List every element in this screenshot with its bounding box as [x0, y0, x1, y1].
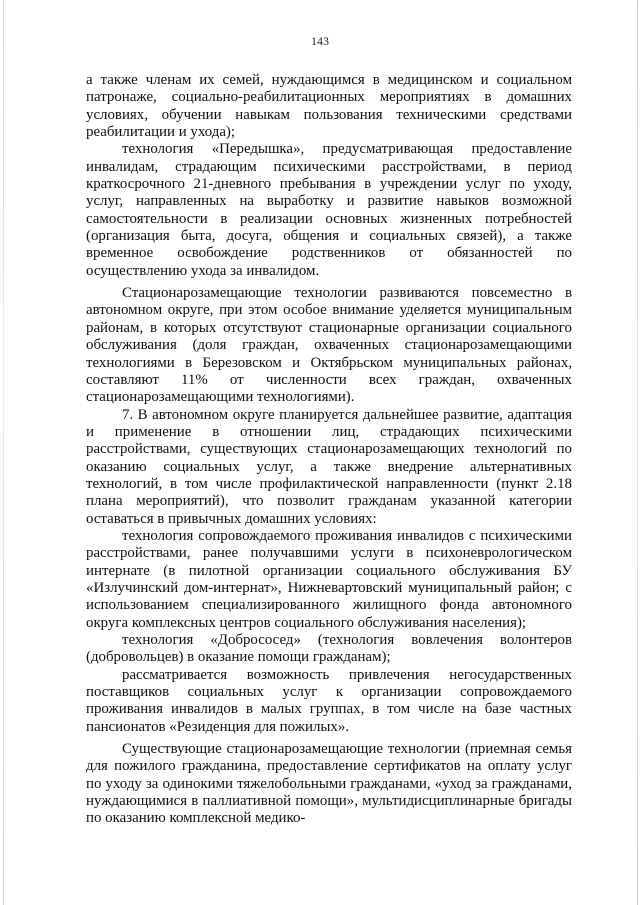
paragraph-continuation: а также членам их семей, нуждающимся в медицинском и социальном патронаже, социально-реабилитационных мероприятиях в домашних условиях, обучении навыкам пользования техническими средствами реабилитации и ухода); [86, 72, 572, 141]
paragraph-supported-living: технология сопровождаемого проживания инвалидов с психическими расстройствами, ранее получавшими услуги в психоневрологическом интернате (в пилотной организации социального обслуживания БУ «Излучинский дом-интернат», Нижневартовский муниципальный район; с использованием специализированного жилищного фонда автономного округа комплексных центров социального обслуживания населения); [86, 527, 572, 631]
paragraph-nongovernmental: рассматривается возможность привлечения негосударственных поставщиков социальных услуг к организации сопровождаемого проживания инвалидов в малых группах, в том числе на базе частных пансионатов «Резиденция для пожилых». [86, 666, 572, 735]
paragraph-item-7: 7. В автономном округе планируется дальнейшее развитие, адаптация и применение в отношении лиц, страдающих психическими расстройствами, существующих стационарозамещающих технологий по оказанию социальных услуг, а также внедрение альтернативных технологий, в том числе профилактической направленности (пункт 2.18 плана мероприятий), что позволит гражданам указанной категории оставаться в привычных домашних условиях: [86, 406, 572, 527]
paragraph-dobrososed: технология «Добрососед» (технология вовлечения волонтеров (добровольцев) в оказание помощи гражданам); [86, 632, 572, 666]
paragraph-peredyshka: технология «Передышка», предусматривающая предоставление инвалидам, страдающим психическими расстройствами, в период краткосрочного 21-дневного пребывания в учреждении услуг по уходу, услуг, направленных на выработку и развитие навыков возможной самостоятельности в реализации основных жизненных потребностей (организация быта, досуга, общения и социальных связей), а также временное освобождение родственников от обязанностей по осуществлению ухода за инвалидом. [86, 141, 572, 279]
scan-edge-left [3, 0, 4, 905]
paragraph-existing-technologies: Существующие стационарозамещающие технологии (приемная семья для пожилого гражданина, предоставление сертификатов на оплату услуг по уходу за одинокими тяжелобольными гражданами, «уход за гражданами, нуждающимися в паллиативной помощи», мультидисциплинарные бригады по оказанию комплексной медико- [86, 741, 572, 827]
paragraph-stationary-replacing: Стационарозамещающие технологии развиваются повсеместно в автономном округе, при этом особое внимание уделяется муниципальным районам, в которых отсутствуют стационарные организации социального обслуживания (доля граждан, охваченных стационарозамещающими технологиями в Березовском и Октябрьском муниципальных районах, составляют 11% от численности всех граждан, охваченных стационарозамещающими технологиями). [86, 285, 572, 406]
page-number: 143 [311, 34, 329, 48]
document-body [86, 72, 572, 828]
scan-edge-right [637, 0, 638, 905]
